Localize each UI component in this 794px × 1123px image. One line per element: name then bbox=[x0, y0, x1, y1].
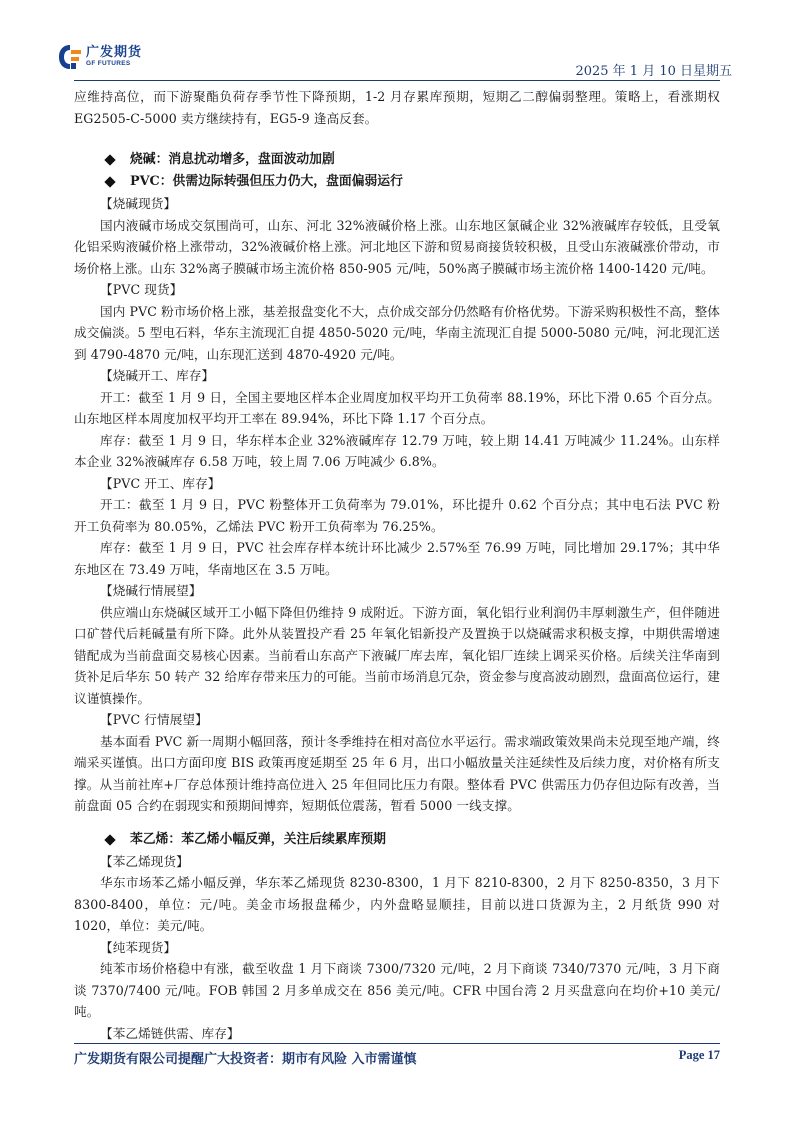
section-heading-pvc: PVC：供需边际转强但压力仍大，盘面偏弱运行 bbox=[74, 171, 720, 193]
footer-divider bbox=[74, 1043, 720, 1044]
section-heading-styrene: 苯乙烯：苯乙烯小幅反弹，关注后续累库预期 bbox=[74, 829, 720, 851]
block-label: 【苯乙烯链供需、库存】 bbox=[100, 1025, 240, 1041]
paragraph: 纯苯市场价格稳中有涨，截至收盘 1 月下商谈 7300/7320 元/吨，2 月下商谈 7340/7370 元/吨，3 月下商谈 7370/7400 元/吨。FOB 韩国 2 月多单成交在 856 美元/吨。CFR 中国台湾 2 月买盘意向在均价+10 美元/吨。 bbox=[74, 961, 720, 1019]
logo-mark-icon bbox=[58, 44, 82, 70]
diamond-bullet-icon bbox=[104, 176, 115, 187]
paragraph: 库存：截至 1 月 9 日，华东样本企业 32%液碱库存 12.79 万吨，较上期 14.41 万吨减少 11.24%。山东样本企业 32%液碱库存 6.58 万吨，较上周 7.06 万吨减少 6.8%。 bbox=[74, 432, 720, 469]
risk-notice: 广发期货有限公司提醒广大投资者：期市有风险 入市需谨慎 bbox=[74, 1052, 417, 1067]
block-label: 【烧碱行情展望】 bbox=[100, 583, 202, 598]
company-logo bbox=[58, 44, 142, 70]
page-footer bbox=[74, 1048, 720, 1067]
logo-chinese-name: 广发期货 bbox=[86, 45, 143, 61]
block-label: 【苯乙烯现货】 bbox=[100, 853, 189, 869]
block-label: 【PVC 现货】 bbox=[100, 282, 183, 297]
paragraph: 国内 PVC 粉市场价格上涨，基差报盘变化不大，点价成交部分仍然略有价格优势。下游采购积极性不高，整体成交偏淡。5 型电石料，华东主流现汇自提 4850-5020 元/吨，华南主流现汇自提 5000-5080 元/吨，河北现汇送到 4790-4870 元/吨，山东现汇送到 4870-4920 元/吨。 bbox=[74, 303, 720, 362]
page-header bbox=[0, 0, 794, 80]
diamond-bullet-icon bbox=[104, 834, 115, 845]
paragraph: 开工：截至 1 月 9 日，全国主要地区样本企业周度加权平均开工负荷率 88.19%，环比下滑 0.65 个百分点。山东地区样本周度加权平均开工率在 89.94%，环比下降 1.17 个百分点。 bbox=[74, 389, 720, 426]
paragraph: 国内液碱市场成交氛围尚可，山东、河北 32%液碱价格上涨。山东地区氯碱企业 32%液碱库存较低，且受氧化铝采购液碱价格上涨带动，32%液碱价格上涨。河北地区下游和贸易商接货较积极，且受山东液碱涨价带动，市场价格上涨。山东 32%离子膜碱市场主流价格 850-905 元/吨，50%离子膜碱市场主流价格 1400-1420 元/吨。 bbox=[74, 217, 720, 276]
paragraph: 库存：截至 1 月 9 日，PVC 社会库存样本统计环比减少 2.57%至 76.99 万吨，同比增加 29.17%；其中华东地区在 73.49 万吨，华南地区在 3.5 万吨。 bbox=[74, 540, 720, 577]
report-date: 2025 年 1 月 10 日星期五 bbox=[575, 64, 732, 79]
paragraph: 供应端山东烧碱区域开工小幅下降但仍维持 9 成附近。下游方面，氧化铝行业利润仍丰厚刺激生产，但伴随进口矿替代后耗碱量有所下降。此外从装置投产看 25 年氧化铝新投产及置换于以烧碱需求积极支撑，中期供需增速错配成为当前盘面交易核心因素。当前看山东高产下液碱厂库去库，氧化铝厂连续上调采买价格。后续关注华南到货补足后华东 50 转产 32 给库存带来压力的可能。当前市场消息冗杂，资金参与度高波动剧烈，盘面高位运行，建议谨慎操作。 bbox=[74, 604, 720, 706]
block-label: 【PVC 行情展望】 bbox=[100, 712, 208, 727]
block-label: 【PVC 开工、库存】 bbox=[100, 475, 221, 491]
header-divider bbox=[74, 80, 720, 81]
paragraph: 华东市场苯乙烯小幅反弹，华东苯乙烯现货 8230-8300，1 月下 8210-8300，2 月下 8250-8350，3 月下 8300-8400，单位：元/吨。美金市场报盘稀少，内外盘略显顺挂，目前以进口货源为主，2 月纸货 990 对 1020，单位：美元/吨。 bbox=[74, 875, 720, 933]
intro-paragraph: 应维持高位，而下游聚酯负荷存季节性下降预期，1-2 月存累库预期，短期乙二醇偏弱整理。策略上，看涨期权 EG2505-C-5000 卖方继续持有，EG5-9 逢高反套。 bbox=[74, 89, 720, 126]
block-label: 【烧碱开工、库存】 bbox=[100, 368, 215, 383]
section-heading-caustic-soda: 烧碱：消息扰动增多，盘面波动加剧 bbox=[74, 149, 720, 171]
page-number: Page 17 bbox=[678, 1048, 720, 1062]
block-label: 【纯苯现货】 bbox=[100, 939, 177, 955]
block-label: 【烧碱现货】 bbox=[100, 196, 177, 211]
paragraph: 开工：截至 1 月 9 日，PVC 粉整体开工负荷率为 79.01%，环比提升 0.62 个百分点；其中电石法 PVC 粉开工负荷率为 80.05%，乙烯法 PVC 粉开工负荷率为 76.25%。 bbox=[74, 497, 720, 534]
report-body bbox=[74, 86, 720, 1044]
paragraph: 基本面看 PVC 新一周期小幅回落，预计冬季维持在相对高位水平运行。需求端政策效果尚未兑现至地产端，终端采买谨慎。出口方面印度 BIS 政策再度延期至 25 年 6 月，出口小幅放量关注延续性及后续力度，对价格有所支撑。从当前社库+厂存总体预计维持高位进入 25 年但同比压力有限。整体看 PVC 供需压力仍存但边际有改善，当前盘面 05 合约在弱现实和预期间博弈，短期低位震荡，暂看 5000 一线支撑。 bbox=[74, 733, 720, 813]
logo-english-name: GF FUTURES bbox=[86, 60, 131, 68]
diamond-bullet-icon bbox=[104, 154, 115, 165]
